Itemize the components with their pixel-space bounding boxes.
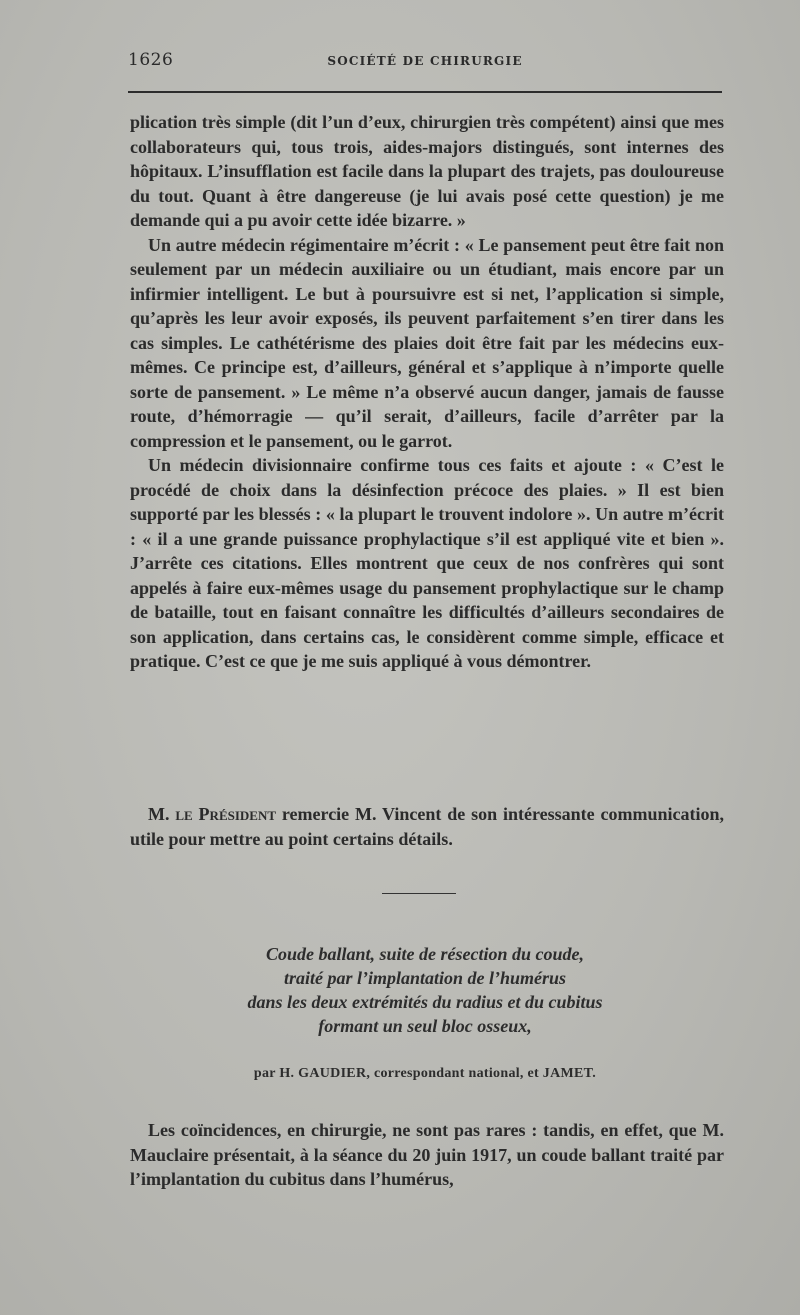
- article-title: [128, 942, 722, 1038]
- page-number: 1626: [128, 50, 174, 70]
- president-remark: [130, 802, 724, 851]
- running-title: SOCIÉTÉ DE CHIRURGIE: [327, 54, 523, 68]
- article-opening: [130, 1118, 724, 1192]
- article-title-line-3: dans les deux extrémités du radius et du cubitus: [247, 992, 603, 1012]
- paragraph-regimental-doctor: Un autre médecin régimentaire m’écrit : « Le pansement peut être fait non seulement par un médecin auxiliaire ou un étudiant, mais encore par un infirmier intelligent. Le but à poursuivre est si net, l’application si simple, qu’après les leur avoir exposés, ils peuvent parfaitement s’en tirer dans les cas simples. Le cathétérisme des plaies doit être fait par les médecins eux-mêmes. Ce principe est, d’ailleurs, général et s’applique à n’importe quelle sorte de pansement. » Le même n’a observé aucun danger, jamais de fausse route, d’hémorragie — qu’il serait, d’ailleurs, facile d’arrêter par la compression et le pansement, ou le garrot.: [130, 234, 724, 451]
- article-title-line-1: Coude ballant, suite de résection du coude,: [265, 944, 584, 964]
- page-header: [128, 50, 722, 74]
- paragraph-continued: plication très simple (dit l’un d’eux, chirurgien très compétent) ainsi que mes collaborateurs qui, tous trois, aides-majors distingués, sont internes des hôpitaux. L’insufflation est facile dans la plupart des trajets, pas douloureuse du tout. Quant à être dangereuse (je lui avais posé cette question) je me demande qui a pu avoir cette idée bizarre. »: [130, 112, 724, 230]
- president-paragraph: [130, 802, 724, 851]
- paragraph-divisional-doctor: Un médecin divisionnaire confirme tous ces faits et ajoute : « C’est le procédé de choix dans la désinfection précoce des plaies. » Il est bien supporté par les blessés : « la plupart le trouvent indolore ». Un autre m’écrit : « il a une grande puissance prophylactique s’il est appliqué vite et bien ». J’arrête ces citations. Elles montrent que ceux de nos confrères qui sont appelés à faire eux-mêmes usage du pansement prophylactique sur le champ de bataille, tout en faisant connaître les difficultés d’ailleurs secondaires de son application, dans certains cas, le considèrent comme simple, efficace et pratique. C’est ce que je me suis appliqué à vous démontrer.: [130, 455, 724, 671]
- president-text: remercie M. Vincent de son intéressante communication, utile pour mettre au point certains détails.: [130, 804, 724, 849]
- main-text: [130, 110, 724, 674]
- opening-paragraph: Les coïncidences, en chirurgie, ne sont pas rares : tandis, en effet, que M. Mauclaire présentait, à la séance du 20 juin 1917, un coude ballant traité par l’implantation du cubitus dans l’humérus,: [130, 1120, 724, 1189]
- header-rule: [128, 91, 722, 93]
- section-separator: [382, 893, 456, 894]
- president-title: le Président: [175, 804, 277, 824]
- article-authors: par H. GAUDIER, correspondant national, et JAMET.: [253, 1066, 597, 1081]
- article-title-line-4: formant un seul bloc osseux,: [318, 1016, 532, 1036]
- article-title-line-2: traité par l’implantation de l’humérus: [283, 968, 567, 988]
- president-prefix: M.: [148, 804, 176, 824]
